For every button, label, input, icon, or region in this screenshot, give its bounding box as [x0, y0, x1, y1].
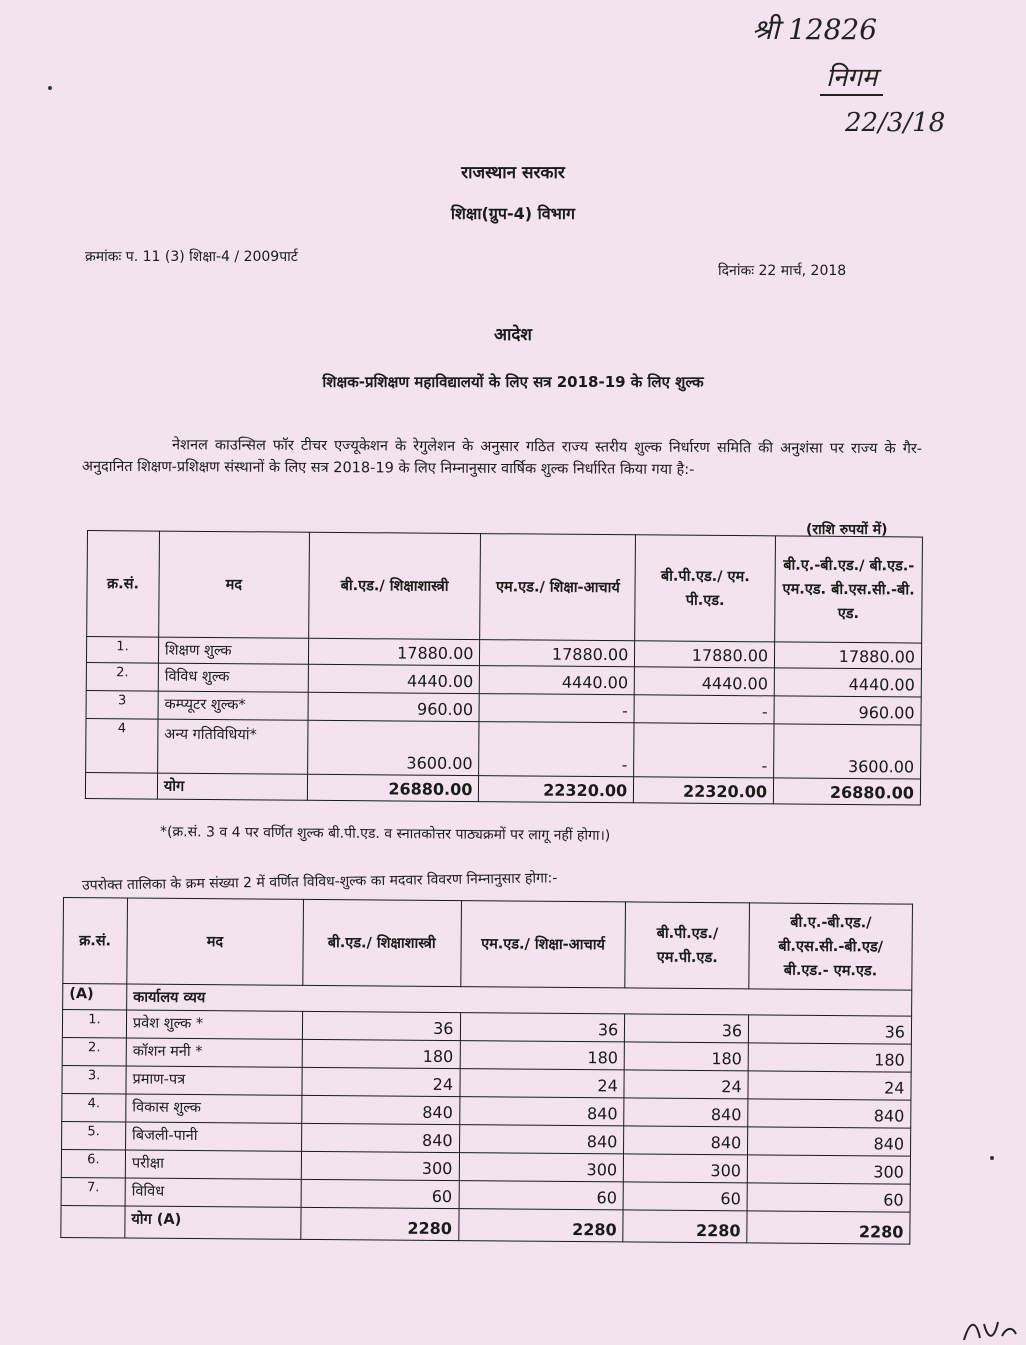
group-code: (A)	[63, 984, 127, 1011]
fee-item: कम्प्यूटर शुल्क*	[158, 691, 308, 720]
fee-value: 60	[459, 1181, 624, 1210]
serial-number: 3.	[62, 1065, 126, 1094]
fee-value: 4440.00	[480, 666, 635, 695]
column-header: मद	[127, 898, 303, 985]
fee-item: कॉशन मनी *	[126, 1038, 302, 1067]
order-title: आदेश	[494, 325, 532, 345]
fee-item: शिक्षण शुल्क	[158, 637, 308, 664]
fee-value: 36	[460, 1013, 625, 1042]
fee-value: 17880.00	[775, 642, 922, 669]
fee-value: -	[479, 694, 634, 723]
fee-value: 840	[459, 1097, 624, 1126]
total-value: 2280	[747, 1211, 910, 1244]
handwritten-receipt-number: श्री 12826	[752, 13, 878, 46]
serial-number: 1.	[86, 637, 158, 664]
subject-line: शिक्षक-प्रशिक्षण महाविद्यालयों के लिए सत्र 2018-19 के लिए शुल्क	[322, 373, 704, 391]
second-table-intro: उपरोक्त तालिका के क्रम संख्या 2 में वर्णित विविध-शुल्क का मदवार विवरण निम्नानुसार होगा:-	[81, 870, 558, 894]
serial-number: 3	[86, 690, 158, 719]
table-header-row	[63, 898, 913, 991]
total-value: 26880.00	[307, 774, 479, 801]
reference-number: क्रमांकः प. 11 (3) शिक्षा-4 / 2009पार्ट	[85, 249, 298, 265]
scan-speck	[990, 1156, 994, 1160]
fee-value: 960.00	[308, 692, 480, 721]
scan-speck	[48, 86, 52, 90]
serial-number: 2.	[62, 1037, 126, 1066]
fee-value: 17880.00	[480, 640, 635, 667]
total-value: 2280	[301, 1207, 459, 1240]
fee-value: 24	[748, 1071, 911, 1100]
total-value: 2280	[623, 1210, 747, 1243]
fee-value: 180	[460, 1041, 625, 1070]
fee-value: 24	[302, 1067, 460, 1096]
total-value: 26880.00	[773, 778, 920, 805]
fee-item: अन्य गतिविधियां*	[157, 719, 307, 774]
order-date: दिनांकः 22 मार्च, 2018	[718, 263, 847, 279]
fee-value: 300	[624, 1154, 748, 1183]
fee-value: -	[634, 723, 774, 778]
fee-table	[85, 530, 923, 806]
column-header: बी.एड./ शिक्षाशास्त्री	[303, 899, 461, 986]
column-header: बी.ए.-बी.एड./ बी.एड.- एम.एड. बी.एस.सी.-बी. एड.	[775, 536, 923, 643]
fee-value: 180	[302, 1039, 460, 1068]
fee-value: 840	[459, 1125, 624, 1154]
serial-number: 4	[86, 718, 158, 773]
fee-value: 4440.00	[308, 664, 480, 693]
fee-value: 3600.00	[307, 720, 479, 775]
fee-value: 60	[301, 1179, 459, 1208]
serial-number: 6.	[61, 1149, 125, 1178]
fee-value: 300	[459, 1153, 624, 1182]
fee-value: 180	[748, 1043, 911, 1072]
fee-value: 4440.00	[634, 667, 774, 696]
fee-item: विकास शुल्क	[126, 1094, 302, 1123]
fee-value: 17880.00	[308, 638, 480, 665]
fee-value: 24	[459, 1069, 624, 1098]
table-header-row	[87, 531, 923, 644]
government-heading: राजस्थान सरकार	[461, 163, 565, 183]
fee-value: -	[479, 722, 634, 777]
serial-number: 1.	[62, 1010, 126, 1039]
column-header: बी.पी.एड./ एम. पी.एड.	[635, 535, 776, 642]
total-value: 22320.00	[479, 776, 634, 803]
fee-value: 4440.00	[774, 668, 921, 697]
fee-value: 60	[623, 1182, 747, 1211]
group-label: कार्यालय व्यय	[127, 984, 912, 1016]
fee-value: 300	[301, 1151, 459, 1180]
column-header: क्र.सं.	[87, 531, 160, 638]
fee-value: 180	[624, 1042, 748, 1071]
total-row	[85, 772, 920, 805]
serial-number: 2.	[86, 662, 158, 691]
fee-value: 17880.00	[635, 641, 775, 668]
fee-value: 24	[624, 1070, 748, 1099]
fee-value: 840	[624, 1126, 748, 1155]
fee-item: विविध शुल्क	[158, 663, 308, 692]
total-value: 22320.00	[634, 777, 774, 804]
misc-fee-breakdown-table	[60, 897, 913, 1245]
fee-value: 300	[747, 1155, 910, 1184]
column-header: क्र.सं.	[63, 898, 128, 984]
empty-cell	[61, 1205, 125, 1238]
empty-cell	[85, 772, 157, 799]
handwritten-date: 22/3/18	[845, 108, 946, 138]
department-heading: शिक्षा(ग्रुप-4) विभाग	[450, 204, 576, 223]
fee-value: -	[634, 695, 774, 724]
total-row	[61, 1205, 910, 1244]
column-header: एम.एड./ शिक्षा-आचार्य	[480, 534, 636, 641]
fee-value: 840	[301, 1123, 459, 1152]
fee-item: प्रमाण-पत्र	[126, 1066, 302, 1095]
unit-note: (राशि रुपयों में)	[806, 522, 888, 538]
total-label: योग (A)	[125, 1206, 301, 1239]
fee-item: प्रवेश शुल्क *	[126, 1010, 302, 1039]
fee-value: 840	[748, 1127, 911, 1156]
handwriting-fragment	[960, 1310, 1020, 1344]
column-header: बी.एड./ शिक्षाशास्त्री	[308, 532, 481, 639]
fee-item: विविध	[125, 1178, 301, 1207]
column-header: बी.पी.एड./ एम.पी.एड.	[625, 902, 750, 989]
fee-value: 60	[747, 1183, 910, 1212]
fee-value: 840	[624, 1098, 748, 1127]
footnote: *(क्र.सं. 3 व 4 पर वर्णित शुल्क बी.पी.एड. व स्नातकोत्तर पाठ्यक्रमों पर लागू नहीं होगा।)	[159, 824, 611, 844]
total-value: 2280	[458, 1209, 623, 1242]
total-label: योग	[157, 773, 307, 800]
column-header: बी.ए.-बी.एड./ बी.एस.सी.-बी.एड/ बी.एड.- एम.एड.	[749, 903, 913, 990]
fee-value: 840	[301, 1095, 459, 1124]
fee-item: बिजली-पानी	[125, 1122, 301, 1151]
fee-value: 36	[749, 1015, 912, 1044]
serial-number: 5.	[62, 1121, 126, 1150]
column-header: मद	[159, 531, 310, 638]
fee-value: 36	[625, 1014, 749, 1043]
serial-number: 4.	[62, 1093, 126, 1122]
serial-number: 7.	[61, 1177, 125, 1206]
body-paragraph: नेशनल काउन्सिल फॉर टीचर एज्यूकेशन के रेगुलेशन के अनुसार गठित राज्य स्तरीय शुल्क निर्धारण समिति की अनुशंसा पर राज्य के गैर-अनुदानित शिक्षण-प्रशिक्षण संस्थानों के लिए सत्र 2018-19 के लिए निम्नानुसार वार्षिक शुल्क निर्धारित किया गया है:-	[81, 437, 923, 479]
handwritten-signature: निगम	[820, 58, 883, 96]
fee-value: 960.00	[774, 696, 921, 725]
fee-value: 36	[302, 1011, 460, 1040]
fee-value: 3600.00	[774, 724, 921, 779]
fee-item: परीक्षा	[125, 1150, 301, 1179]
column-header: एम.एड./ शिक्षा-आचार्य	[460, 901, 625, 988]
fee-value: 840	[748, 1099, 911, 1128]
table-row	[86, 718, 921, 779]
